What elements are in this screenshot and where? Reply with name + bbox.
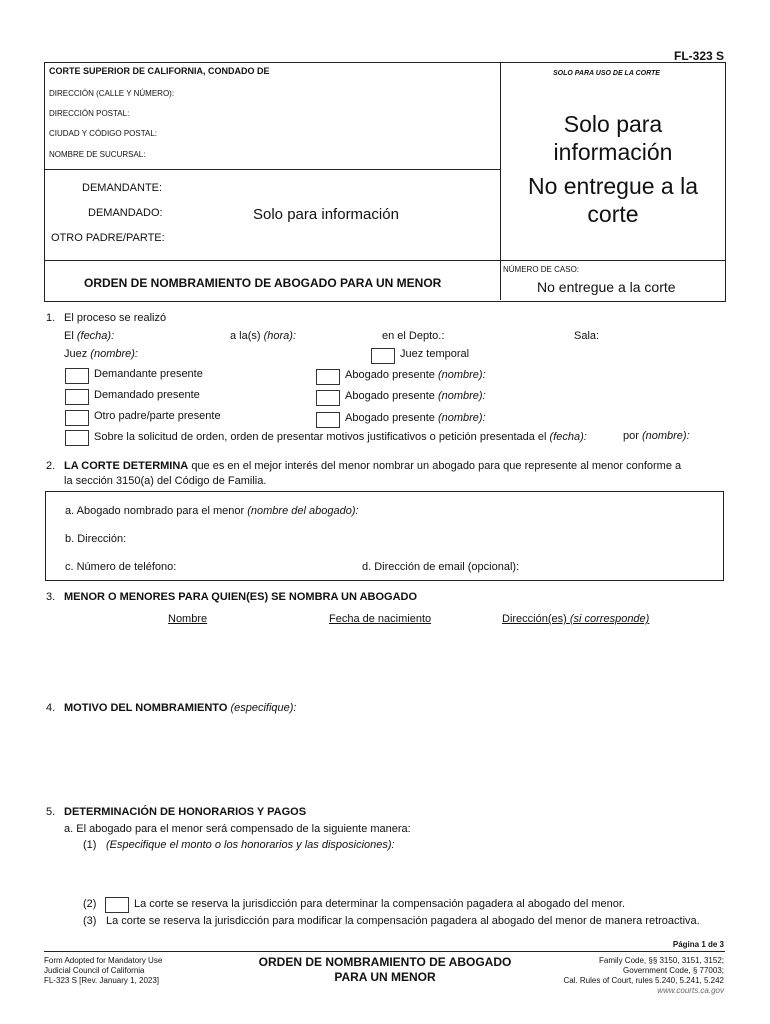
- attorney-address-label: b. Dirección:: [65, 533, 127, 545]
- court-title: CORTE SUPERIOR DE CALIFORNIA, CONDADO DE: [49, 66, 270, 76]
- info-line-1: Solo para: [563, 111, 663, 137]
- s2-text-2: la sección 3150(a) del Código de Familia.: [64, 475, 267, 487]
- case-number-label: NÚMERO DE CASO:: [503, 265, 580, 274]
- footer-right-1: Family Code, §§ 3150, 3151, 3152;: [599, 956, 724, 965]
- attorney-phone-label: c. Número de teléfono:: [65, 561, 177, 573]
- attorney-present-3-checkbox[interactable]: [316, 412, 340, 428]
- s5-item-3-text: La corte se reserva la jurisdicción para modificar la compensación pagadera al abogado del menor de manera retroactiva.: [106, 915, 700, 927]
- s5-number: 5.: [46, 806, 56, 818]
- case-number-note: No entregue a la corte: [537, 279, 676, 295]
- footer-center-2: PARA UN MENOR: [334, 970, 436, 984]
- s5-item-1-number: (1): [83, 839, 97, 851]
- form-title: ORDEN DE NOMBRAMIENTO DE ABOGADO PARA UN MENOR: [84, 276, 442, 290]
- reserve-jurisdiction-checkbox[interactable]: [105, 897, 129, 913]
- footer-right: [563, 956, 724, 996]
- s5-title: DETERMINACIÓN DE HONORARIOS Y PAGOS: [64, 806, 307, 818]
- footer-center-1: ORDEN DE NOMBRAMIENTO DE ABOGADO: [258, 955, 512, 969]
- s5-item-1-text: (Especifique el monto o los honorarios y las disposiciones):: [106, 839, 395, 851]
- petitioner-present-label: Demandante presente: [94, 368, 203, 380]
- s5-item-2-text: La corte se reserva la jurisdicción para determinar la compensación pagadera al abogado del menor.: [134, 898, 626, 910]
- room-label: Sala:: [574, 330, 600, 342]
- attorney-present-1-label: Abogado presente (nombre):: [345, 369, 486, 381]
- s3-title: MENOR O MENORES PARA QUIEN(ES) SE NOMBRA UN ABOGADO: [64, 591, 418, 603]
- s4-number: 4.: [46, 702, 56, 714]
- s5-item-3-number: (3): [83, 915, 97, 927]
- city-zip-label: CIUDAD Y CÓDIGO POSTAL:: [49, 129, 158, 138]
- footer-left: [44, 956, 162, 986]
- attorney-present-3-label: Abogado presente (nombre):: [345, 412, 486, 424]
- col-birthdate-header: Fecha de nacimiento: [329, 613, 432, 625]
- other-present-label: Otro padre/parte presente: [94, 410, 221, 422]
- s3-number: 3.: [46, 591, 56, 603]
- other-present-checkbox[interactable]: [65, 410, 89, 426]
- motion-by-label: por (nombre):: [623, 430, 690, 442]
- footer-left-1: Form Adopted for Mandatory Use: [44, 956, 163, 965]
- footer-right-2: Government Code, § 77003;: [623, 966, 724, 975]
- footer-left-3: FL-323 S [Rev. January 1, 2023]: [44, 976, 160, 985]
- branch-label: NOMBRE DE SUCURSAL:: [49, 150, 146, 159]
- footer-left-2: Judicial Council of California: [44, 966, 145, 975]
- department-label: en el Depto.:: [382, 330, 445, 342]
- hearing-time-label: a la(s) (hora):: [230, 330, 297, 342]
- street-label: DIRECCIÓN (CALLE Y NÚMERO):: [49, 89, 175, 98]
- attorney-email-label: d. Dirección de email (opcional):: [362, 561, 520, 573]
- attorney-present-2-checkbox[interactable]: [316, 390, 340, 406]
- footer-right-3: Cal. Rules of Court, rules 5.240, 5.241, 5.242: [563, 976, 724, 985]
- info-line-2: información: [553, 139, 673, 165]
- parties-divider: [44, 260, 725, 261]
- motion-checkbox[interactable]: [65, 430, 89, 446]
- other-parent-label: OTRO PADRE/PARTE:: [51, 232, 165, 244]
- court-use-note: [501, 110, 725, 228]
- respondent-present-checkbox[interactable]: [65, 389, 89, 405]
- attorney-name-label: a. Abogado nombrado para el menor (nombre del abogado):: [65, 505, 359, 517]
- hearing-date-label: El (fecha):: [64, 330, 115, 342]
- respondent-present-label: Demandado presente: [94, 389, 200, 401]
- footer-rule: [44, 951, 725, 952]
- parties-note: Solo para información: [253, 206, 399, 223]
- s5-item-2-number: (2): [83, 898, 97, 910]
- petitioner-present-checkbox[interactable]: [65, 368, 89, 384]
- s5-a: a. El abogado para el menor será compensado de la siguiente manera:: [64, 823, 411, 835]
- col-address-header: Dirección(es) (si corresponde): [502, 613, 650, 625]
- attorney-present-1-checkbox[interactable]: [316, 369, 340, 385]
- form-code: FL-323 S: [673, 49, 724, 63]
- judge-label: Juez (nombre):: [64, 348, 138, 360]
- no-deliver-line-1: No entregue a la: [527, 173, 699, 199]
- s1-number: 1.: [46, 312, 56, 324]
- temp-judge-checkbox[interactable]: [371, 348, 395, 364]
- no-deliver-line-2: corte: [587, 201, 639, 227]
- temp-judge-label: Juez temporal: [400, 348, 470, 360]
- footer-website-link[interactable]: www.courts.ca.gov: [657, 986, 724, 995]
- page-number: Página 1 de 3: [672, 940, 724, 949]
- footer-center: [230, 955, 540, 985]
- s1-title: El proceso se realizó: [64, 312, 167, 324]
- petitioner-label: DEMANDANTE:: [82, 182, 163, 194]
- postal-label: DIRECCIÓN POSTAL:: [49, 109, 130, 118]
- s2-text-1: LA CORTE DETERMINA que es en el mejor interés del menor nombrar un abogado para que represente al menor conforme a: [64, 460, 682, 472]
- respondent-label: DEMANDADO:: [88, 207, 163, 219]
- court-use-label: SOLO PARA USO DE LA CORTE: [553, 70, 660, 77]
- s2-number: 2.: [46, 460, 56, 472]
- s4-title: MOTIVO DEL NOMBRAMIENTO (especifique):: [64, 702, 297, 714]
- col-name-header: Nombre: [168, 613, 208, 625]
- attorney-present-2-label: Abogado presente (nombre):: [345, 390, 486, 402]
- motion-label: Sobre la solicitud de orden, orden de presentar motivos justificativos o petición presentada el (fecha):: [94, 431, 587, 443]
- address-divider: [44, 169, 501, 170]
